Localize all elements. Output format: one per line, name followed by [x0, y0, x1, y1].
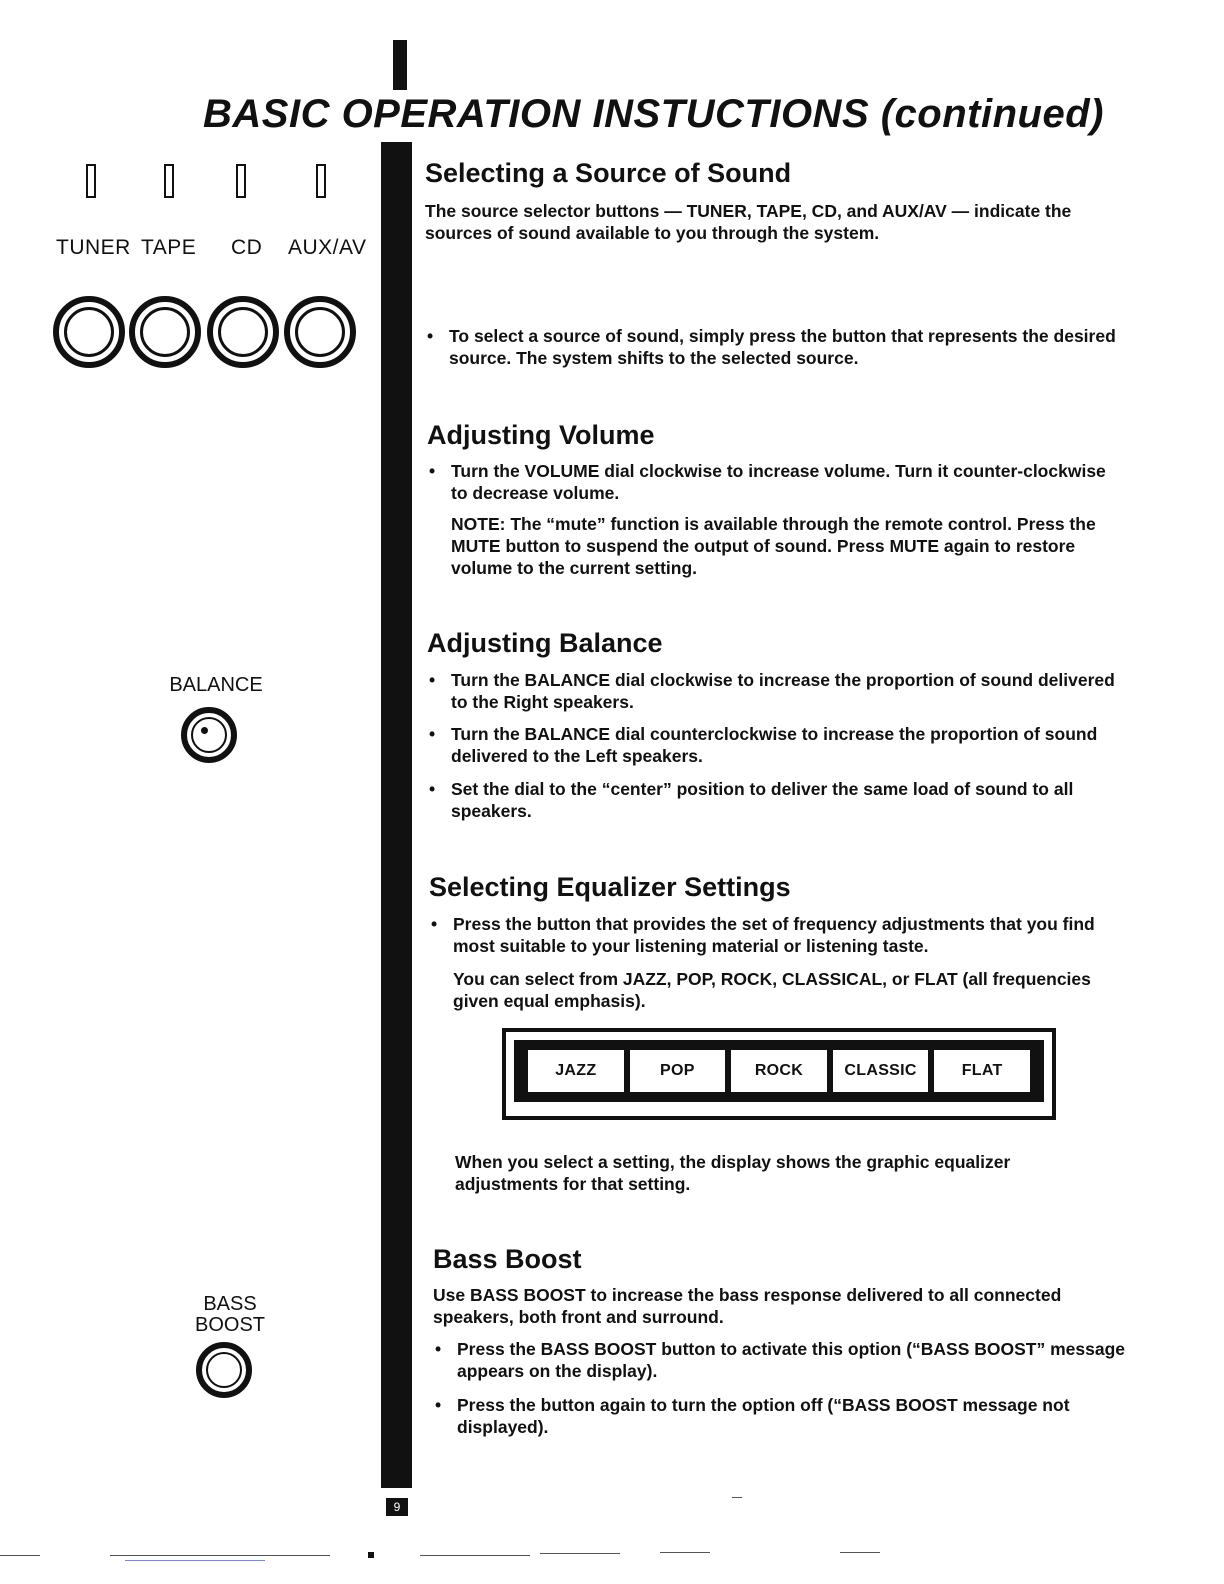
equalizer-options-text: You can select from JAZZ, POP, ROCK, CLASSICAL, or FLAT (all frequencies given equal emphasis).	[453, 969, 1091, 1011]
scan-mark	[368, 1552, 374, 1558]
equalizer-display-text: When you select a setting, the display shows the graphic equalizer adjustments for that setting.	[455, 1152, 1011, 1194]
balance-dial-pointer-icon	[201, 727, 208, 734]
cd-label: CD	[231, 236, 263, 259]
tape-indicator-led	[164, 164, 174, 198]
page-title: BASIC OPERATION INSTUCTIONS (continued)	[203, 92, 1104, 136]
balance-dial-icon	[181, 707, 237, 763]
jazz-button: JAZZ	[528, 1050, 624, 1092]
cd-button-icon	[207, 296, 279, 368]
bass-bullet-2: • Press the button again to turn the option off (“BASS BOOST message not displayed).	[433, 1394, 1147, 1438]
source-intro: The source selector buttons — TUNER, TAPE, CD, and AUX/AV — indicate the sources of sound available to you through the system.	[425, 201, 1072, 243]
volume-heading: Adjusting Volume	[427, 420, 655, 450]
bass-intro: Use BASS BOOST to increase the bass response delivered to all connected speakers, both front and surround.	[433, 1285, 1062, 1327]
note-label: NOTE:	[451, 514, 506, 534]
equalizer-panel	[502, 1028, 1056, 1120]
balance-heading: Adjusting Balance	[427, 628, 663, 658]
scan-mark	[125, 1560, 265, 1561]
tuner-label: TUNER	[56, 236, 131, 259]
tape-label: TAPE	[141, 236, 197, 259]
scan-mark	[110, 1555, 330, 1556]
header-bar-mark	[393, 40, 407, 90]
tuner-indicator-led	[86, 164, 96, 198]
auxav-indicator-led	[316, 164, 326, 198]
tuner-button-icon	[53, 296, 125, 368]
bass-boost-label-line1: BASS	[203, 1293, 257, 1315]
bass-boost-label	[180, 1294, 280, 1336]
volume-note	[451, 513, 1116, 579]
equalizer-button-strip	[514, 1040, 1044, 1102]
note-text: The “mute” function is available through the remote control. Press the MUTE button to suspend the output of sound. Press MUTE again to restore volume to the current setting.	[451, 514, 1096, 578]
source-heading: Selecting a Source of Sound	[425, 158, 792, 188]
column-divider-bar	[381, 142, 412, 1488]
bass-boost-button-icon	[196, 1342, 252, 1398]
pop-button: POP	[630, 1050, 726, 1092]
scan-mark	[420, 1555, 530, 1556]
auxav-button-icon	[284, 296, 356, 368]
rock-button: ROCK	[731, 1050, 827, 1092]
classic-button: CLASSIC	[833, 1050, 929, 1092]
balance-label: BALANCE	[169, 674, 263, 696]
scan-mark	[840, 1552, 880, 1553]
equalizer-bullet: • Press the button that provides the set of frequency adjustments that you find most suitable to your listening material or listening taste.	[429, 913, 1133, 957]
tape-button-icon	[129, 296, 201, 368]
balance-bullet-1: • Turn the BALANCE dial clockwise to increase the proportion of sound delivered to the Right speakers.	[427, 669, 1121, 713]
bass-heading: Bass Boost	[433, 1244, 582, 1274]
flat-button: FLAT	[934, 1050, 1030, 1092]
scan-mark	[0, 1555, 40, 1556]
scan-mark	[732, 1497, 742, 1498]
page-number: 9	[386, 1498, 408, 1516]
scan-mark	[660, 1552, 710, 1553]
bass-bullet-1: • Press the BASS BOOST button to activate this option (“BASS BOOST” message appears on the display).	[433, 1338, 1137, 1382]
cd-indicator-led	[236, 164, 246, 198]
bass-boost-label-line2: BOOST	[194, 1314, 265, 1336]
scan-mark	[540, 1553, 620, 1554]
balance-bullet-3: • Set the dial to the “center” position to deliver the same load of sound to all speakers.	[427, 778, 1141, 822]
balance-bullet-2: • Turn the BALANCE dial counterclockwise to increase the proportion of sound delivered to the Left speakers.	[427, 723, 1121, 767]
equalizer-heading: Selecting Equalizer Settings	[429, 872, 791, 902]
source-bullet: • To select a source of sound, simply press the button that represents the desired source. The system shifts to the selected source.	[425, 325, 1119, 369]
auxav-label: AUX/AV	[288, 236, 367, 259]
volume-bullet: • Turn the VOLUME dial clockwise to increase volume. Turn it counter-clockwise to decrease volume.	[427, 460, 1111, 504]
